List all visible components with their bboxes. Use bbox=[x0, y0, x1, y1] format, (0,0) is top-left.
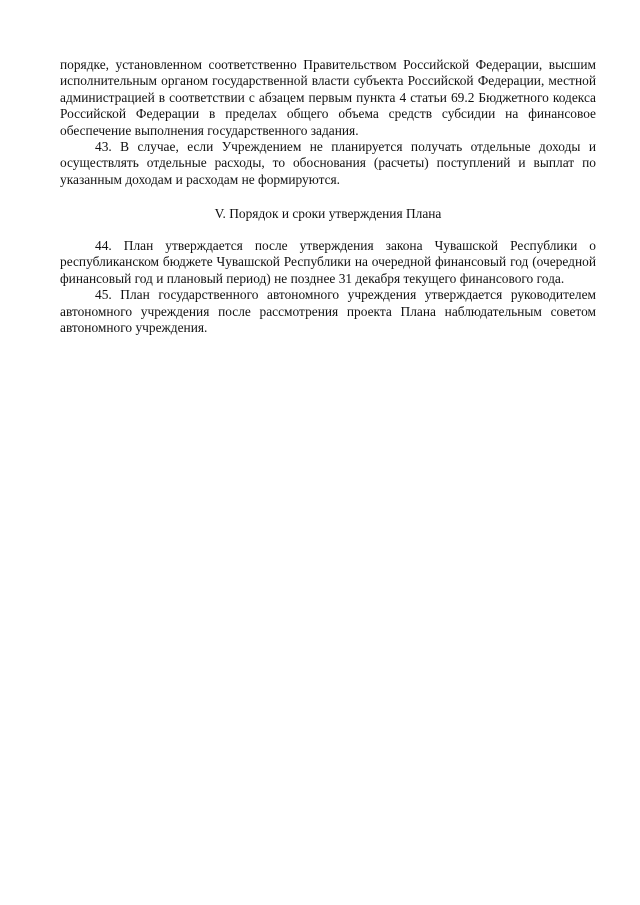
section-heading: V. Порядок и сроки утверждения Плана bbox=[214, 206, 442, 221]
text-block-lower bbox=[60, 238, 596, 336]
paragraph-44: 44. План утверждается после утверждения закона Чувашской Республики о республиканском бюджете Чувашской Республики на очередной финансовый год (очередной финансовый год и плановый период) не позднее 31 декабря текущего финансового года. bbox=[60, 238, 596, 286]
paragraph-43: 43. В случае, если Учреждением не планируется получать отдельные доходы и осуществлять отдельные расходы, то обоснования (расчеты) поступлений и выплат по указанным доходам и расходам не формируются. bbox=[60, 139, 596, 187]
text-block-upper bbox=[60, 57, 596, 188]
continuation-paragraph: порядке, установленном соответственно Правительством Российской Федерации, высшим исполнительным органом государственной власти субъекта Российской Федерации, местной администрацией в соответствии с абзацем первым пункта 4 статьи 69.2 Бюджетного кодекса Российской Федерации в пределах общего объема средств субсидии на финансовое обеспечение выполнения государственного задания. bbox=[60, 57, 596, 138]
paragraph-45: 45. План государственного автономного учреждения утверждается руководителем автономного учреждения после рассмотрения проекта Плана наблюдательным советом автономного учреждения. bbox=[60, 287, 596, 336]
